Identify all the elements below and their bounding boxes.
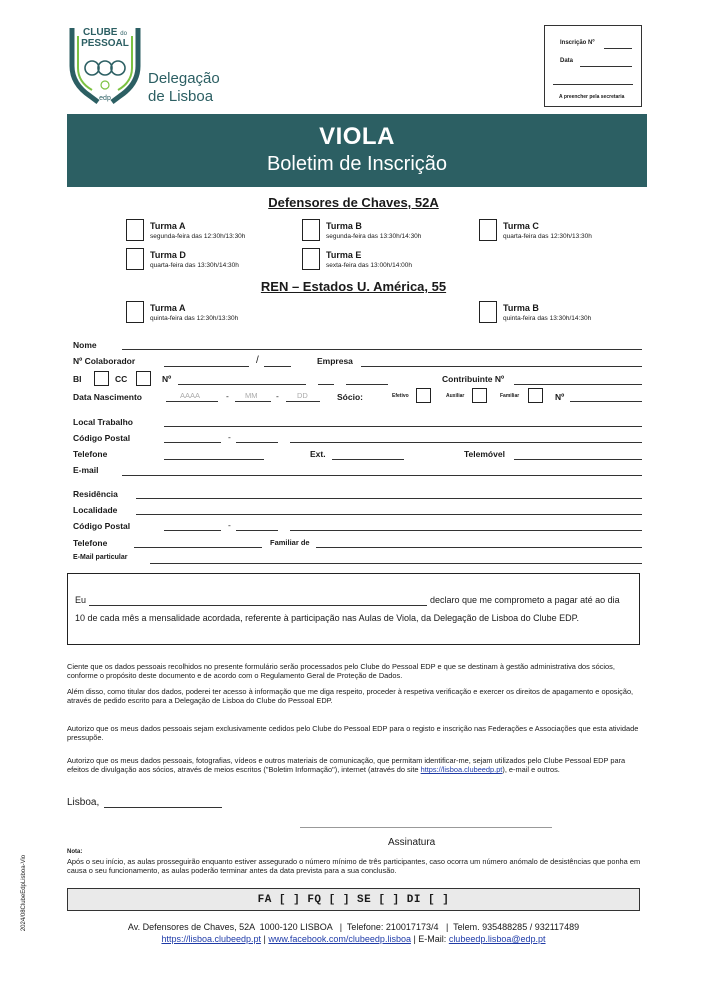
turma-schedule: quinta-feira das 13:30h/14:30h <box>503 315 592 322</box>
assinatura-label: Assinatura <box>388 837 436 848</box>
telemovel-label: Telemóvel <box>464 449 505 459</box>
turma-name: Turma A <box>150 221 186 231</box>
contribuinte-field[interactable] <box>514 384 642 385</box>
residencia-field[interactable] <box>136 498 642 499</box>
birth-month-field[interactable] <box>235 401 271 402</box>
codes-box <box>67 888 640 911</box>
cc-checkbox[interactable] <box>136 371 151 386</box>
turma-schedule: sexta-feira das 13:00h/14:00h <box>326 262 413 269</box>
familiar-label: Familiar <box>500 393 520 399</box>
nome-field[interactable] <box>122 349 642 350</box>
codigo-postal2-label: Código Postal <box>73 521 131 531</box>
socio-number-label: Nº <box>555 392 565 402</box>
localidade-field[interactable] <box>136 514 642 515</box>
note-text: Após o seu início, as aulas prosseguirão enquanto estiver assegurado o número mínimo de três participantes, caso ocorra um número anómalo de desistências que ponha em causa o seu funcionamento, as aulas poderão terminar antes da data prevista para a sua conclusão. <box>67 857 641 876</box>
location2-title: REN – Estados U. América, 55 <box>260 279 447 294</box>
page-subtitle: Boletim de Inscrição <box>266 153 448 175</box>
postal2-dash: - <box>228 520 231 530</box>
turma-checkbox[interactable] <box>302 248 320 270</box>
postal2-prefix-field[interactable] <box>164 530 221 531</box>
turma-schedule: segunda-feira das 12:30h/13:30h <box>150 233 246 240</box>
doc-version-field[interactable] <box>346 384 388 385</box>
doc-number-field[interactable] <box>178 384 306 385</box>
date-dash: - <box>276 391 279 401</box>
turma-schedule: quarta-feira das 13:30h/14:30h <box>150 262 239 269</box>
ext-label: Ext. <box>310 449 326 459</box>
empresa-field[interactable] <box>361 366 642 367</box>
footer-site-link[interactable]: https://lisboa.clubeedp.pt <box>161 934 262 944</box>
local-trabalho-field[interactable] <box>164 426 642 427</box>
header-banner <box>67 114 647 187</box>
signature-field[interactable] <box>300 827 552 828</box>
telefone2-field[interactable] <box>134 547 262 548</box>
postal-dash: - <box>228 432 231 442</box>
turma-checkbox[interactable] <box>302 219 320 241</box>
bi-checkbox[interactable] <box>94 371 109 386</box>
auxiliar-checkbox[interactable] <box>472 388 487 403</box>
legal-paragraph-2: Além disso, como titular dos dados, poderei ter acesso à informação que me diga respeito, proceder à respetiva verificação e exercer os direitos de apagamento e oposição, através de pedido escrito para a Delegação de Lisboa do Clube do Pessoal EDP. <box>67 687 634 706</box>
turma-schedule: quinta-feira das 12:30h/13:30h <box>150 315 239 322</box>
logo-do: do <box>120 31 127 37</box>
turma-checkbox[interactable] <box>479 301 497 323</box>
data-nascimento-label: Data Nascimento <box>73 392 142 402</box>
data-label: Data <box>560 58 574 64</box>
email-particular-label: E-Mail particular <box>73 554 128 561</box>
codigo-postal-label: Código Postal <box>73 433 131 443</box>
n-colaborador-suffix-field[interactable] <box>264 366 291 367</box>
site-link[interactable]: https://lisboa.clubeedp.pt <box>420 765 503 775</box>
note-label: Nota: <box>67 849 83 855</box>
contribuinte-label: Contribuinte Nº <box>442 374 505 384</box>
birth-day-field[interactable] <box>286 401 320 402</box>
declaration-name-field[interactable] <box>89 605 427 606</box>
office-footer: A preencher pela secretaria <box>559 94 625 100</box>
doc-number-label: Nº <box>162 374 172 384</box>
turma-schedule: quarta-feira das 12:30h/13:30h <box>503 233 592 240</box>
email-field[interactable] <box>122 475 642 476</box>
turma-name: Turma A <box>150 303 186 313</box>
legal-paragraph-1: Ciente que os dados pessoais recolhidos no presente formulário serão processados pelo Clube do Pessoal EDP e que se destinam à gestão administrativa dos sócios, conforme o propósito deste documento e de acordo com o Regulamento Geral de Proteção de Dados. <box>67 662 615 681</box>
turma-name: Turma B <box>503 303 539 313</box>
socio-label: Sócio: <box>337 392 363 402</box>
date-dash: - <box>226 391 229 401</box>
footer-facebook-link[interactable]: www.facebook.com/clubeedp.lisboa <box>268 934 411 944</box>
birth-month-placeholder: MM <box>245 391 258 400</box>
declaration-eu: Eu <box>75 595 87 605</box>
declaration-box <box>67 573 640 645</box>
turma-name: Turma C <box>503 221 539 231</box>
efetivo-checkbox[interactable] <box>416 388 431 403</box>
lisboa-date-field[interactable] <box>104 807 222 808</box>
familiar-checkbox[interactable] <box>528 388 543 403</box>
familiar-de-field[interactable] <box>316 547 642 548</box>
postal-code-suffix-field[interactable] <box>236 442 278 443</box>
location1-title: Defensores de Chaves, 52A <box>268 195 439 210</box>
turma-checkbox[interactable] <box>126 301 144 323</box>
declaration-line2: 10 de cada mês a mensalidade acordada, referente à participação nas Aulas de Viola, da Delegação de Lisboa do Clube EDP. <box>75 613 580 623</box>
efetivo-label: Efetivo <box>392 393 409 399</box>
turma-checkbox[interactable] <box>126 248 144 270</box>
n-colaborador-label: Nº Colaborador <box>73 356 136 366</box>
delegacao-line1: Delegação <box>148 70 220 87</box>
empresa-label: Empresa <box>317 356 353 366</box>
inscricao-label: Inscrição Nº <box>560 40 595 46</box>
legal-p4-after: ), e-mail e outros. <box>502 765 560 775</box>
turma-checkbox[interactable] <box>479 219 497 241</box>
footer-sep1: | <box>261 934 269 944</box>
localidade-label: Localidade <box>73 505 118 515</box>
postal2-locality-field[interactable] <box>290 530 642 531</box>
slash-separator: / <box>256 355 259 366</box>
turma-name: Turma E <box>326 250 362 260</box>
postal-locality-field[interactable] <box>290 442 642 443</box>
footer-sep2: | E-Mail: <box>410 934 449 944</box>
page-title: VIOLA <box>319 123 395 150</box>
auxiliar-label: Auxiliar <box>446 393 465 399</box>
residencia-label: Residência <box>73 489 118 499</box>
office-use-box <box>544 25 642 107</box>
footer-email-link[interactable]: clubeedp.lisboa@edp.pt <box>448 934 546 944</box>
turma-name: Turma B <box>326 221 362 231</box>
turma-checkbox[interactable] <box>126 219 144 241</box>
telefone-label: Telefone <box>73 449 108 459</box>
nome-label: Nome <box>73 340 97 350</box>
email-label: E-mail <box>73 465 99 475</box>
declaration-line1-end: declaro que me comprometo a pagar até ao dia <box>430 595 620 605</box>
birth-day-placeholder: DD <box>297 391 308 400</box>
delegacao-line2: de Lisboa <box>148 88 214 105</box>
lisboa-label: Lisboa, <box>67 797 100 808</box>
familiar-de-label: Familiar de <box>270 538 310 547</box>
doc-check-digit-field[interactable] <box>318 384 334 385</box>
legal-p4-before: Autorizo que os meus dados pessoais, fotografias, vídeos e outros materiais de comunicação, que permitam identificar-me, sejam utilizados pelo Clube Pessoal EDP para efeitos de divulgação aos sócios, através de meios escritos ("Boletim Informação"), internet (através do site <box>67 756 626 775</box>
turma-name: Turma D <box>150 250 186 260</box>
socio-number-field[interactable] <box>570 401 642 402</box>
club-logo <box>66 26 144 108</box>
legal-paragraph-3: Autorizo que os meus dados pessoais sejam exclusivamente cedidos pelo Clube do Pessoal EDP para o registo e inscrição nas Federações e Associações que esta atividade pressupõe. <box>67 724 639 743</box>
birth-year-placeholder: AAAA <box>180 391 201 400</box>
logo-pessoal: PESSOAL <box>81 38 129 49</box>
ext-field[interactable] <box>332 459 404 460</box>
logo-clube: CLUBE <box>83 27 118 38</box>
postal2-suffix-field[interactable] <box>236 530 278 531</box>
telefone-field[interactable] <box>164 459 264 460</box>
telemovel-field[interactable] <box>514 459 642 460</box>
side-document-code: 2024/08ClubeEdpLisboa-Vio <box>21 854 27 932</box>
legal-paragraph-4 <box>67 756 641 775</box>
footer-links <box>0 934 707 944</box>
turma-schedule: segunda-feira das 13:30h/14:30h <box>326 233 422 240</box>
postal-code-prefix-field[interactable] <box>164 442 221 443</box>
footer-address: Av. Defensores de Chaves, 52A 1000-120 LISBOA | Telefone: 210017173/4 | Telem. 935488285 / 932117489 <box>127 922 580 932</box>
telefone2-label: Telefone <box>73 538 108 548</box>
birth-year-field[interactable] <box>166 401 218 402</box>
bi-label: BI <box>73 374 82 384</box>
cc-label: CC <box>115 374 128 384</box>
n-colaborador-field[interactable] <box>164 366 249 367</box>
email-particular-field[interactable] <box>150 563 642 564</box>
local-trabalho-label: Local Trabalho <box>73 417 133 427</box>
logo-brand: edp <box>99 95 111 102</box>
codes-text: FA [ ] FQ [ ] SE [ ] DI [ ] <box>257 894 450 906</box>
